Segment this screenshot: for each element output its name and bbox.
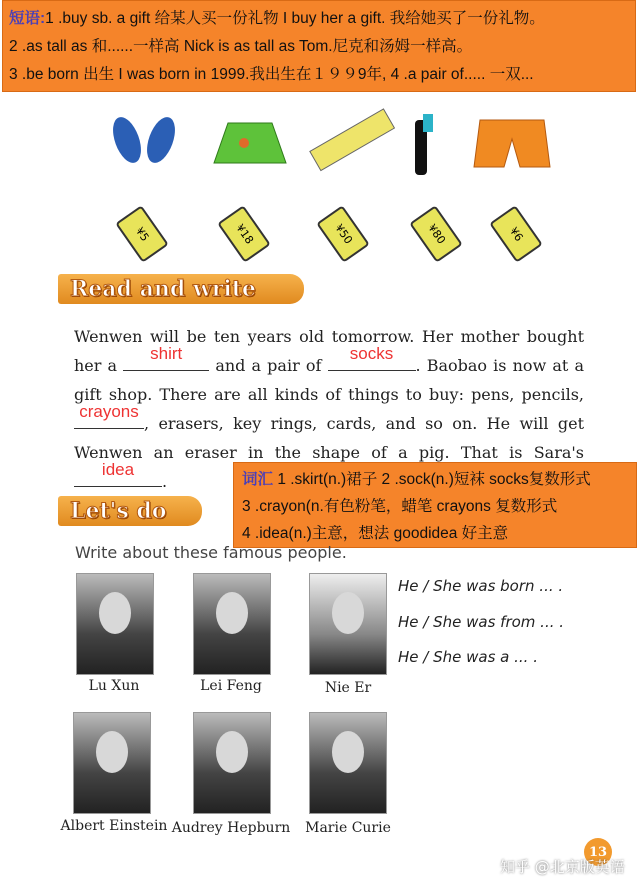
vocab-line: 1 .skirt(n.)裙子 2 .sock(n.)短袜 socks复数形式 bbox=[273, 471, 591, 488]
page-number: 13 bbox=[584, 838, 612, 866]
photo-lu-xun bbox=[76, 573, 154, 675]
person-name: Marie Curie bbox=[305, 820, 391, 836]
price-tag: ¥5 bbox=[115, 205, 169, 263]
answer-blank: idea bbox=[74, 468, 162, 487]
pen-image bbox=[405, 112, 445, 177]
vocab-line: 4 .idea(n.)主意，想法 goodidea 好主意 bbox=[242, 525, 509, 542]
phrases-note bbox=[2, 0, 636, 92]
watermark: 知乎 @北京版英语 bbox=[500, 858, 625, 876]
phrase-line: 1 .buy sb. a gift 给某人买一份礼物 I buy her a gift. 我给她买了一份礼物。 bbox=[45, 10, 545, 27]
vocab-line: 3 .crayon(n.有色粉笔，蜡笔 crayons 复数形式 bbox=[242, 498, 558, 515]
price-tag: ¥50 bbox=[316, 205, 370, 263]
answer-blank: socks bbox=[328, 352, 416, 371]
answer-blank: crayons bbox=[74, 410, 144, 429]
vocab-label: 词汇 bbox=[242, 471, 274, 488]
vocabulary-note bbox=[233, 462, 637, 548]
photo-audrey-hepburn bbox=[193, 712, 271, 814]
instruction: Write about these famous people. bbox=[75, 543, 347, 562]
price-tag: ¥6 bbox=[489, 205, 543, 263]
lets-do-heading: Let's do bbox=[58, 496, 202, 526]
person-name: Lei Feng bbox=[200, 678, 262, 694]
reading-passage: Wenwen will be ten years old tomorrow. Her mother bought her a shirt and a pair of socks . Baobao is now at a gift shop. There are all kinds of things to buy: pens, pencils, crayons , erasers, key rings, cards, and so on. He will get Wenwen an eraser in the shape of a pig. That is Sara's idea . bbox=[74, 327, 584, 491]
photo-albert-einstein bbox=[73, 712, 151, 814]
person-name: Audrey Hepburn bbox=[171, 820, 291, 836]
phrase-line: 2 .as tall as 和......一样高 Nick is as tall as Tom.尼克和汤姆一样高。 bbox=[9, 38, 473, 55]
phrases-label: 短语: bbox=[9, 10, 46, 27]
person-name: Albert Einstein bbox=[60, 818, 168, 834]
price-tag: ¥18 bbox=[217, 205, 271, 263]
answer-blank: shirt bbox=[123, 352, 209, 371]
price-tag: ¥80 bbox=[409, 205, 463, 263]
sentence-prompt: He / She was a ... . bbox=[398, 648, 538, 666]
photo-nie-er bbox=[309, 573, 387, 675]
photo-marie-curie bbox=[309, 712, 387, 814]
sentence-prompt: He / She was born ... . bbox=[398, 577, 564, 595]
person-name: Nie Er bbox=[324, 680, 372, 696]
skirt-image bbox=[210, 118, 290, 168]
sandals-image bbox=[105, 112, 185, 167]
phrase-line: 3 .be born 出生 I was born in 1999.我出生在１９９9年, 4 .a pair of..... 一双... bbox=[9, 66, 534, 83]
shorts-image bbox=[472, 117, 552, 172]
ruler-image bbox=[305, 105, 395, 175]
person-name: Lu Xun bbox=[88, 678, 140, 694]
sentence-prompt: He / She was from ... . bbox=[398, 613, 565, 631]
read-and-write-heading: Read and write bbox=[58, 274, 304, 304]
photo-lei-feng bbox=[193, 573, 271, 675]
